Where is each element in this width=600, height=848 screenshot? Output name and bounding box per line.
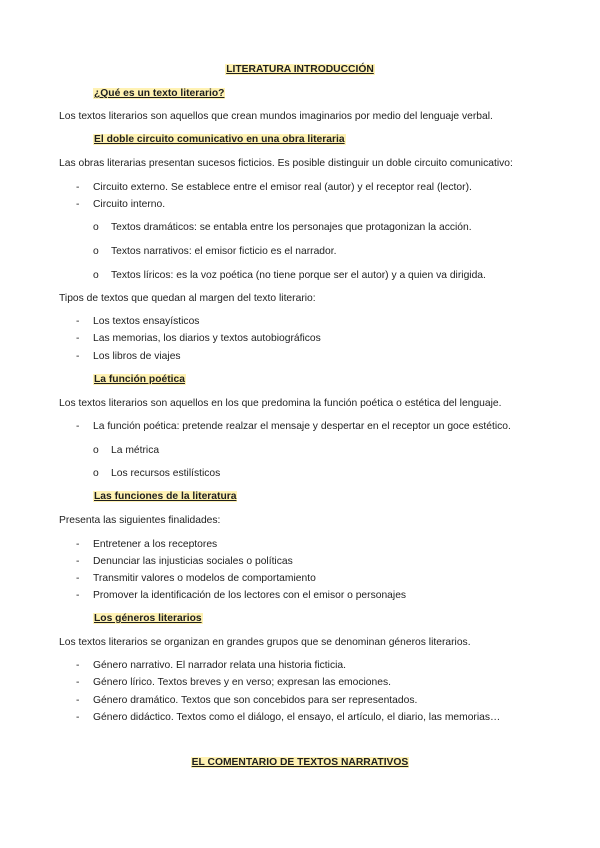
dash-bullet: - [76, 199, 80, 210]
heading-funcion-poetica: La función poética [94, 374, 185, 385]
dash-bullet: - [76, 182, 80, 193]
heading-texto-literario: ¿Qué es un texto literario? [94, 88, 225, 99]
circle-bullet: o [93, 468, 99, 479]
heading-funciones-literatura: Las funciones de la literatura [94, 491, 237, 502]
dash-bullet: - [76, 539, 80, 550]
paragraph: Los textos literarios se organizan en grandes grupos que se denominan géneros literarios. [59, 637, 471, 648]
circle-bullet: o [93, 445, 99, 456]
circle-bullet: o [93, 270, 99, 281]
document-page: LITERATURA INTRODUCCIÓN ¿Qué es un texto literario? Los textos literarios son aquellos que crean mundos imaginarios por medio del lenguaje verbal. El doble circuito comunicativo en una obra literaria Las obras literarias presentan sucesos ficticios. Es posible distinguir un doble circuito comunicativo: - Circuito externo. Se establece entre el emisor real (autor) y el receptor real (lector). - Circuito interno. o Textos dramáticos: se entabla entre los personajes que protagonizan la acción. o Textos narrativos: el emisor ficticio es el narrador. o Textos líricos: es la voz poética (no tiene porque ser el autor) y a quien va dirigida. Tipos de textos que quedan al margen del texto literario: - Los textos ensayísticos - Las memorias, los diarios y textos autobiográficos - Los libros de viajes La función poética Los textos literarios son aquellos en los que predomina la función poética o estética del lenguaje. - La función poética: pretende realzar el mensaje y despertar en el receptor un goce estético. o La métrica o Los recursos estilísticos Las funciones de la literatura Presenta las siguientes finalidades: - Entretener a los receptores - Denunciar las injusticias sociales o políticas - Transmitir valores o modelos de comportamiento - Promover la identificación de los lectores con el emisor o personajes Los géneros literarios Los textos literarios se organizan en grandes grupos que se denominan géneros literarios. - Género narrativo. El narrador relata una historia ficticia. - Género lírico. Textos breves y en verso; expresan las emociones. - Género dramático. Textos que son concebidos para ser representados. - Género didáctico. Textos como el diálogo, el ensayo, el artículo, el diario, las memorias… EL COMENTARIO DE TEXTOS NARRATIVOS [0, 0, 600, 848]
doc-title: LITERATURA INTRODUCCIÓN [226, 64, 374, 75]
dash-bullet: - [76, 351, 80, 362]
paragraph: Tipos de textos que quedan al margen del texto literario: [59, 293, 316, 304]
paragraph: Los textos literarios son aquellos que crean mundos imaginarios por medio del lenguaje verbal. [59, 111, 493, 122]
dash-bullet: - [76, 712, 80, 723]
dash-bullet: - [76, 590, 80, 601]
dash-bullet: - [76, 660, 80, 671]
dash-bullet: - [76, 421, 80, 432]
heading-doble-circuito: El doble circuito comunicativo en una obra literaria [94, 134, 345, 145]
circle-bullet: o [93, 246, 99, 257]
dash-bullet: - [76, 556, 80, 567]
dash-bullet: - [76, 333, 80, 344]
dash-bullet: - [76, 316, 80, 327]
dash-bullet: - [76, 695, 80, 706]
paragraph: Presenta las siguientes finalidades: [59, 515, 221, 526]
paragraph: Los textos literarios son aquellos en los que predomina la función poética o estética del lenguaje. [59, 398, 502, 409]
dash-bullet: - [76, 573, 80, 584]
paragraph: Las obras literarias presentan sucesos ficticios. Es posible distinguir un doble circuito comunicativo: [59, 158, 513, 169]
dash-bullet: - [76, 677, 80, 688]
heading-generos-literarios: Los géneros literarios [94, 613, 202, 624]
section-title: EL COMENTARIO DE TEXTOS NARRATIVOS [191, 757, 409, 768]
circle-bullet: o [93, 222, 99, 233]
